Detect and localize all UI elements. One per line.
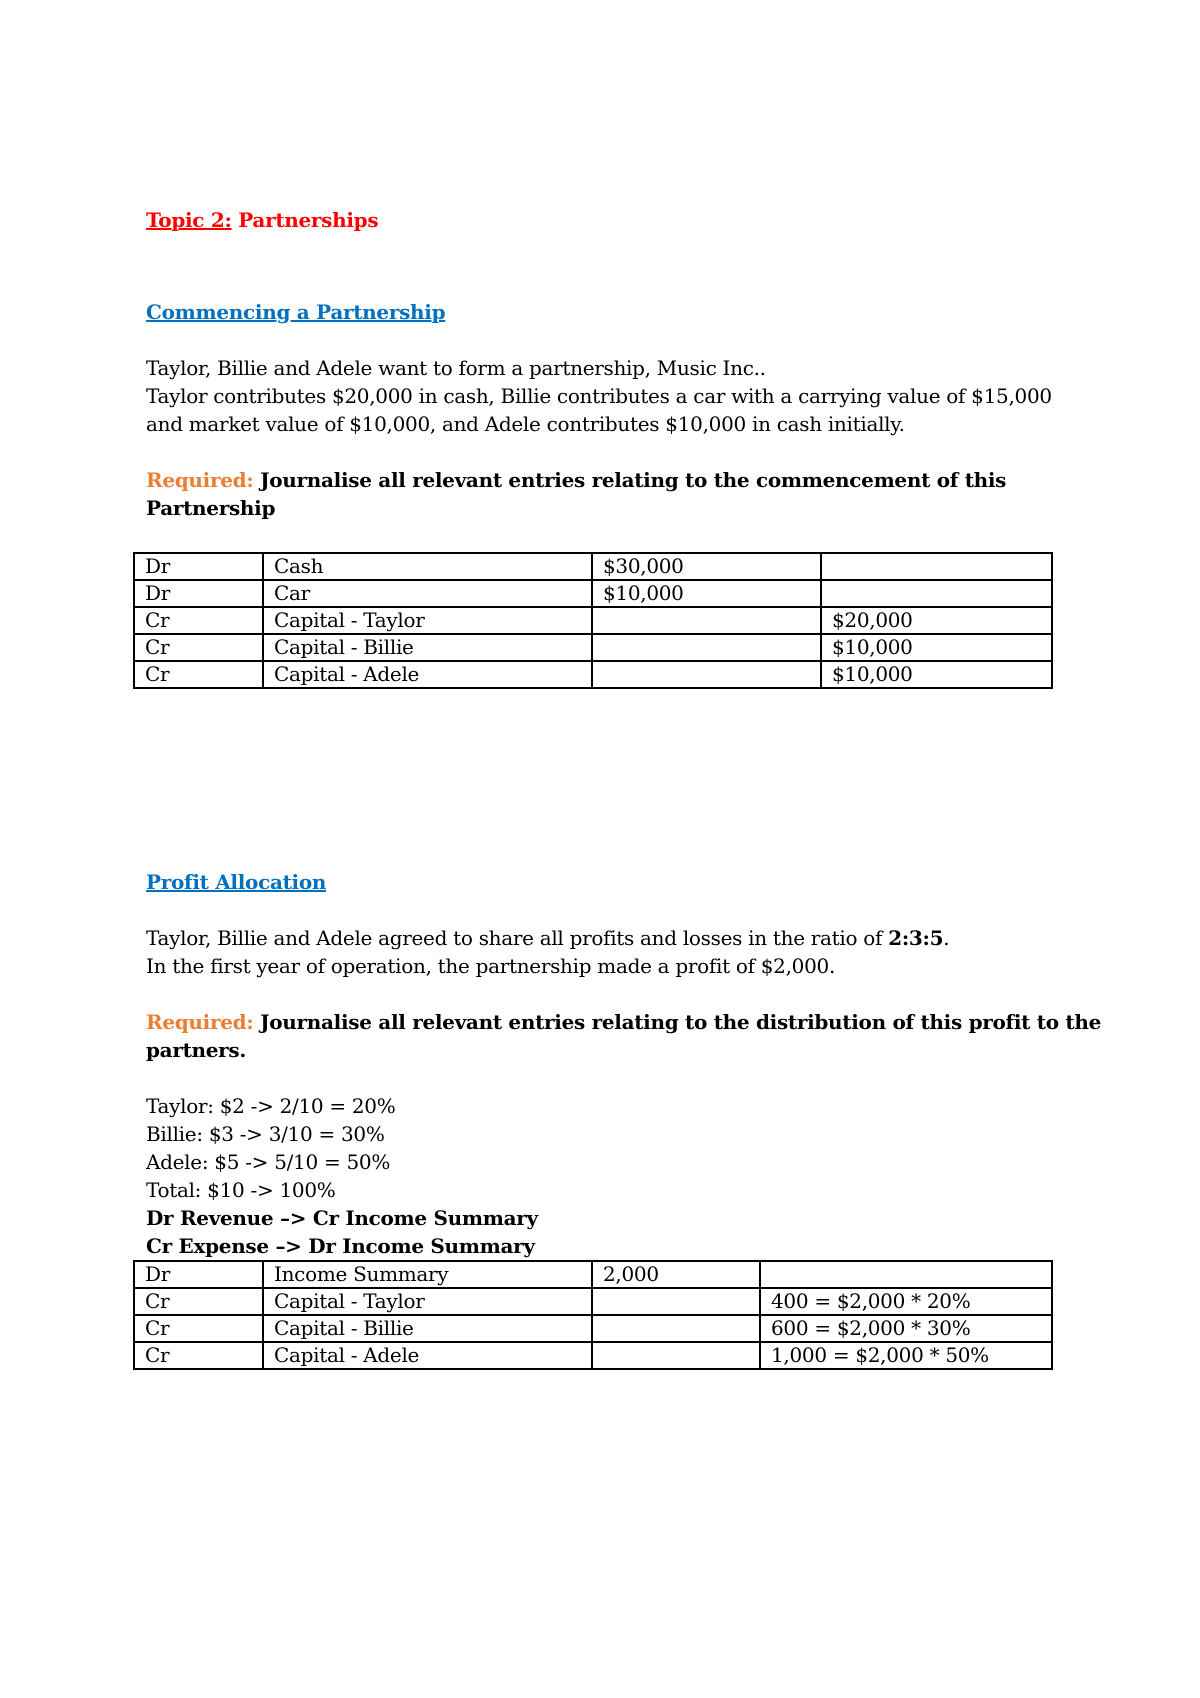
required-label: Required: [146,1010,254,1034]
table-row [134,1315,1052,1342]
table-cell [592,634,821,661]
calculation-line: Total: $10 -> 100% [146,1178,336,1202]
closing-entry-line: Dr Revenue –> Cr Income Summary [146,1206,538,1230]
table-cell: Income Summary [263,1261,592,1288]
calculation-line: Adele: $5 -> 5/10 = 50% [146,1150,391,1174]
ratio-sentence-end: . [943,926,950,950]
table-cell [760,1261,1052,1288]
table-cell: Dr [134,580,263,607]
table-cell: Dr [134,553,263,580]
table-cell: Capital - Adele [263,661,592,688]
table-cell [592,1315,760,1342]
paragraph-line: Taylor contributes $20,000 in cash, Billie contributes a car with a carrying value of $15,000 [146,384,1052,408]
calculation-line: Taylor: $2 -> 2/10 = 20% [146,1094,396,1118]
table-row [134,1288,1052,1315]
required-text: Journalise all relevant entries relating to the distribution of this profit to the [260,1010,1101,1034]
table-cell [592,661,821,688]
paragraph-line: Taylor, Billie and Adele want to form a partnership, Music Inc.. [146,356,766,380]
topic-title: Partnerships [238,208,379,232]
table-cell: Car [263,580,592,607]
table-cell: Capital - Billie [263,634,592,661]
table-cell: Capital - Adele [263,1342,592,1369]
table-row [134,634,1052,661]
calculation-line: Billie: $3 -> 3/10 = 30% [146,1122,385,1146]
paragraph-line [146,924,949,952]
required-line [146,1008,1101,1036]
section-heading-commencing: Commencing a Partnership [146,300,446,324]
table-cell: $10,000 [821,661,1052,688]
topic-heading [146,206,378,234]
table-cell: Capital - Taylor [263,1288,592,1315]
table-cell: 1,000 = $2,000 * 50% [760,1342,1052,1369]
table-cell [821,580,1052,607]
table-cell [592,1342,760,1369]
required-text: Journalise all relevant entries relating to the commencement of this [260,468,1007,492]
table-cell: 400 = $2,000 * 20% [760,1288,1052,1315]
table-cell: $10,000 [592,580,821,607]
table-cell: Cr [134,1342,263,1369]
table-cell: 600 = $2,000 * 30% [760,1315,1052,1342]
table-cell: Cr [134,607,263,634]
table-cell [592,607,821,634]
required-text-continued: Partnership [146,496,276,520]
closing-entry-line: Cr Expense –> Dr Income Summary [146,1234,535,1258]
topic-label: Topic 2: [146,208,232,232]
required-line [146,466,1006,494]
paragraph-line: In the first year of operation, the partnership made a profit of $2,000. [146,954,835,978]
journal-table-profit [133,1260,1053,1370]
table-cell [821,553,1052,580]
table-row [134,1261,1052,1288]
table-cell: Capital - Billie [263,1315,592,1342]
table-cell [592,1288,760,1315]
table-cell: Cash [263,553,592,580]
table-cell: $20,000 [821,607,1052,634]
table-cell: $30,000 [592,553,821,580]
table-row [134,661,1052,688]
table-cell: Cr [134,634,263,661]
table-cell: Cr [134,1315,263,1342]
table-cell: $10,000 [821,634,1052,661]
ratio-value: 2:3:5 [888,926,944,950]
table-cell: 2,000 [592,1261,760,1288]
table-row [134,580,1052,607]
table-row [134,553,1052,580]
table-row [134,1342,1052,1369]
table-cell: Cr [134,1288,263,1315]
table-cell: Capital - Taylor [263,607,592,634]
table-row [134,607,1052,634]
table-cell: Dr [134,1261,263,1288]
required-text-continued: partners. [146,1038,247,1062]
journal-table-commencement [133,552,1053,689]
table-cell: Cr [134,661,263,688]
ratio-sentence: Taylor, Billie and Adele agreed to share all profits and losses in the ratio of [146,926,889,950]
required-label: Required: [146,468,254,492]
paragraph-line: and market value of $10,000, and Adele contributes $10,000 in cash initially. [146,412,905,436]
section-heading-profit-allocation: Profit Allocation [146,870,327,894]
